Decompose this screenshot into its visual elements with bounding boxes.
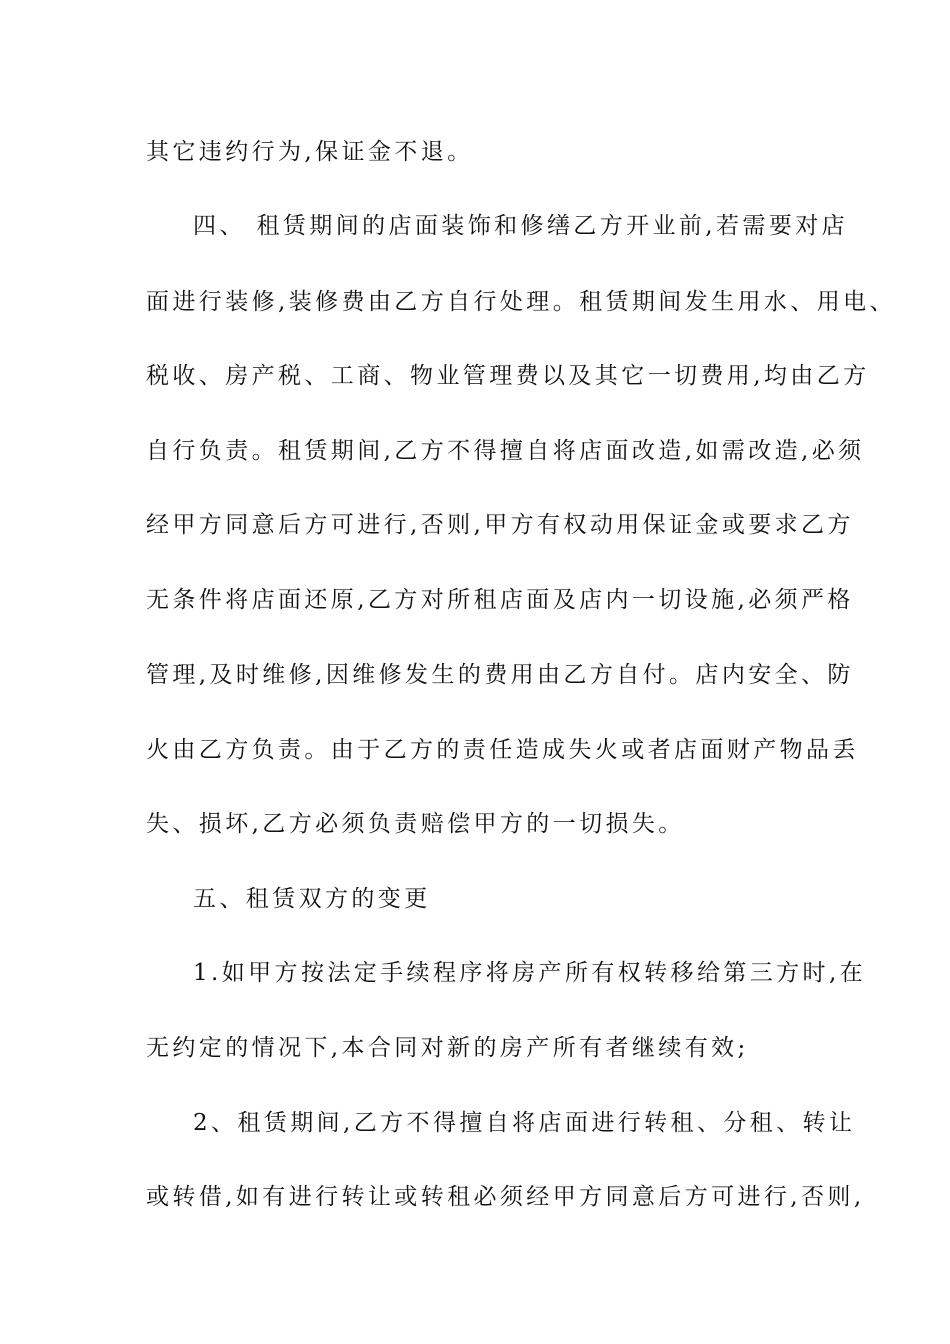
paragraph-line: 1.如甲方按法定手续程序将房产所有权转移给第三方时,在 bbox=[193, 960, 867, 986]
paragraph-line: 或转借,如有进行转让或转租必须经甲方同意后方可进行,否则, bbox=[146, 1184, 865, 1210]
paragraph-line: 火由乙方负责。由于乙方的责任造成失火或者店面财产物品丢 bbox=[146, 737, 859, 763]
paragraph-line: 面进行装修,装修费由乙方自行处理。租赁期间发生用水、用电、 bbox=[146, 289, 896, 315]
section-heading-line: 五、租赁双方的变更 bbox=[193, 886, 431, 912]
paragraph-line: 税收、房产税、工商、物业管理费以及其它一切费用,均由乙方 bbox=[146, 363, 870, 389]
paragraph-line: 2、租赁期间,乙方不得擅自将店面进行转租、分租、转让 bbox=[193, 1110, 856, 1136]
paragraph-line: 其它违约行为,保证金不退。 bbox=[146, 139, 474, 165]
section-heading-line: 四、 租赁期间的店面装饰和修缮乙方开业前,若需要对店 bbox=[193, 213, 849, 239]
paragraph-line: 无条件将店面还原,乙方对所租店面及店内一切设施,必须严格 bbox=[146, 587, 854, 613]
paragraph-line: 经甲方同意后方可进行,否则,甲方有权动用保证金或要求乙方 bbox=[146, 512, 854, 538]
paragraph-line: 无约定的情况下,本合同对新的房产所有者继续有效; bbox=[146, 1035, 749, 1061]
paragraph-line: 管理,及时维修,因维修发生的费用由乙方自付。店内安全、防 bbox=[146, 662, 854, 688]
paragraph-line: 失、损坏,乙方必须负责赔偿甲方的一切损失。 bbox=[146, 811, 685, 837]
paragraph-line: 自行负责。租赁期间,乙方不得擅自将店面改造,如需改造,必须 bbox=[146, 438, 865, 464]
